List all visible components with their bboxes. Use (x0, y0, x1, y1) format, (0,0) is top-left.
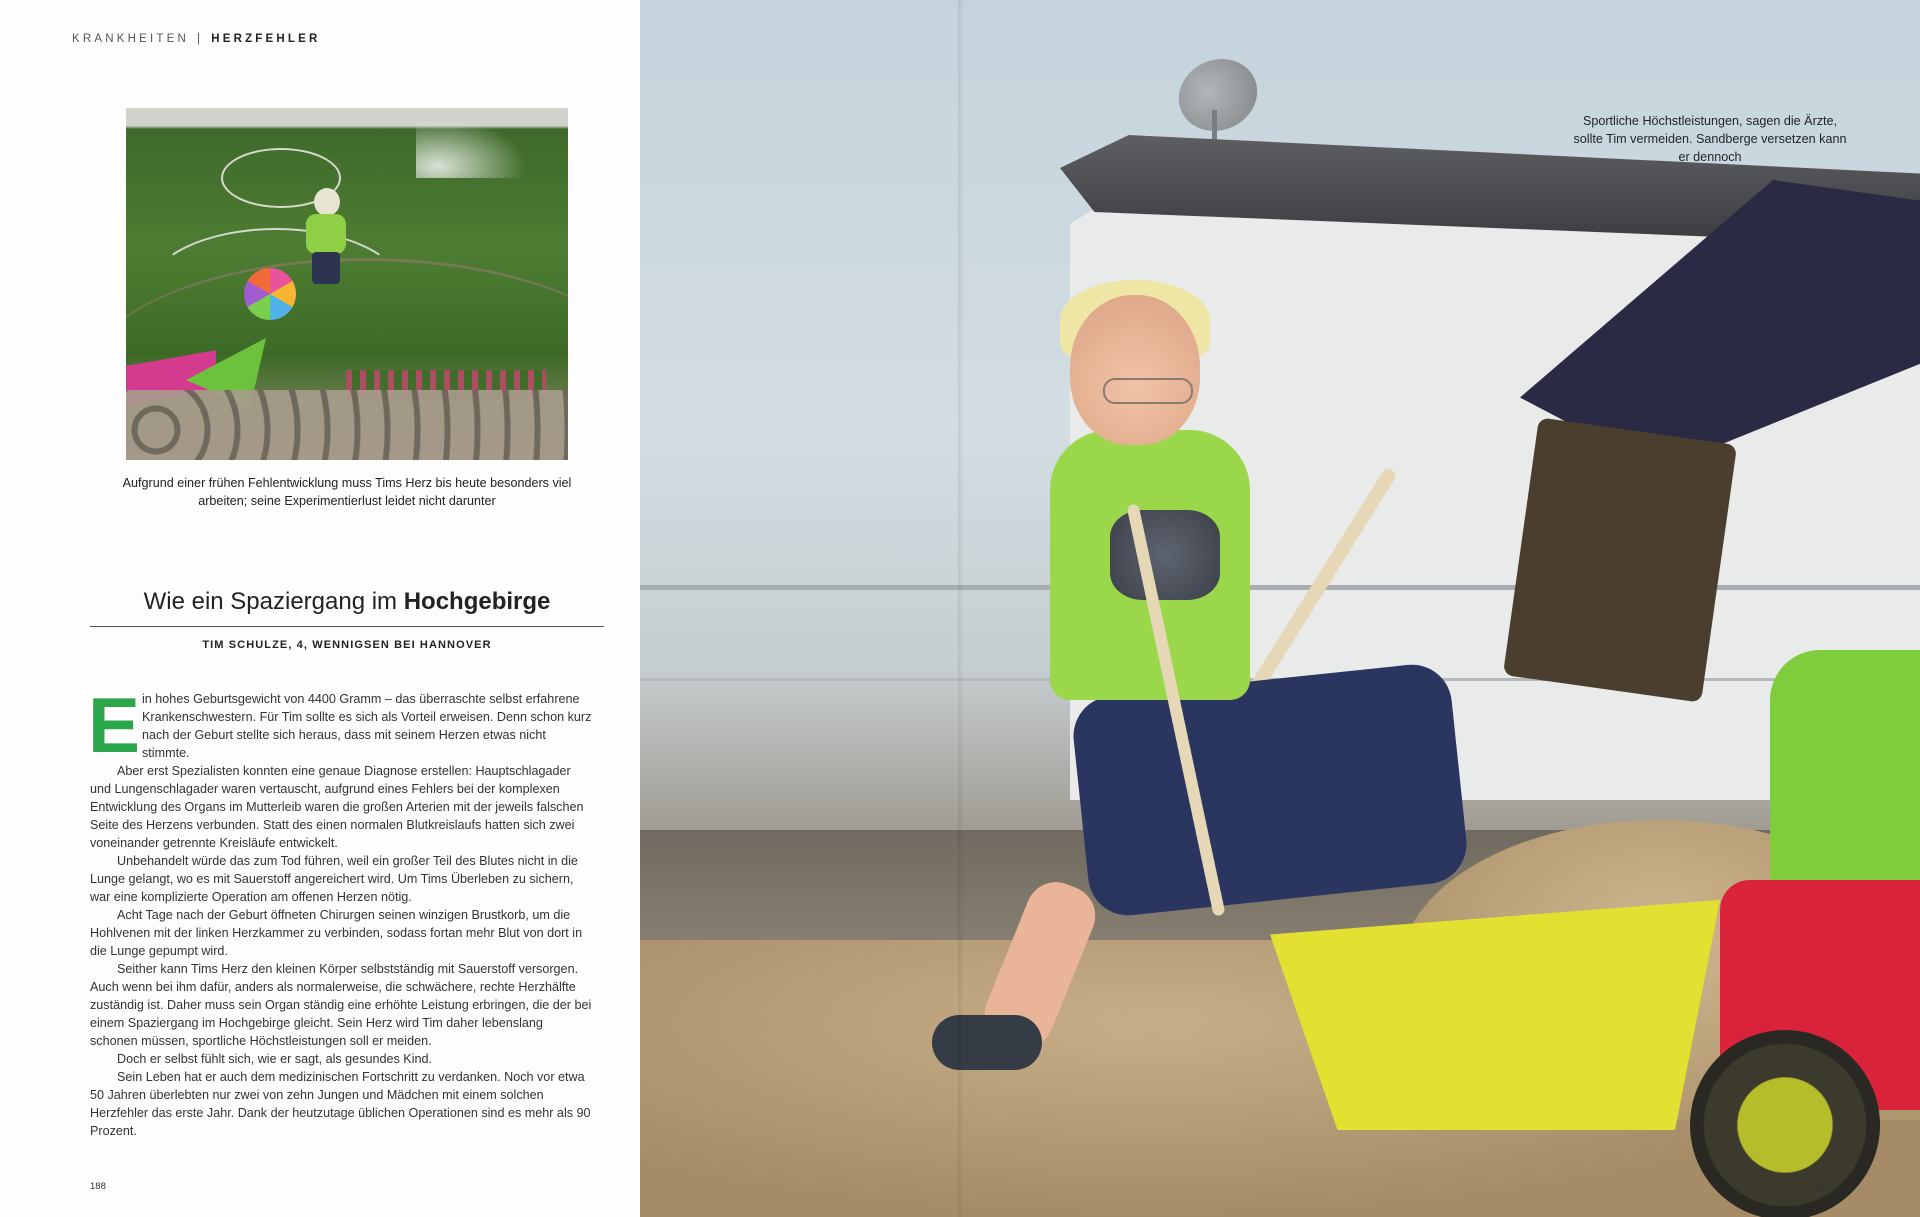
article-body (88, 681, 594, 1140)
boy-head (314, 188, 340, 216)
satellite-dish (1167, 46, 1269, 143)
running-head-section: KRANKHEITEN (72, 33, 189, 45)
photo-boy-watering-lawn (126, 108, 568, 460)
right-photo-caption: Sportliche Höchstleistungen, sagen die Ärzte, sollte Tim vermeiden. Sandberge versetzen kann er dennoch (1573, 114, 1847, 164)
boy-shirt (306, 214, 346, 254)
article-paragraph-text: in hohes Geburtsgewicht von 4400 Gramm – das überraschte selbst erfahrene Krankenschwestern. Für Tim sollte es sich als Vorteil erweisen. Denn schon kurz nach der Geburt stellte sich heraus, dass mit seinem Herzen etwas nicht stimmte. (142, 692, 592, 760)
headline-rule (90, 626, 604, 627)
article-paragraph: Seither kann Tims Herz den kleinen Körper selbstständig mit Sauerstoff versorgen. Auch wenn bei ihm dafür, anders als normalerweise, die schwächere, rechte Herzhälfte zuständig ist. Daher muss sein Organ ständig eine erhöhte Leistung erbringen, die der bei einem Spaziergang im Hochgebirge gleicht. Sein Herz wird Tim daher lebenslang schonen müssen, sportliche Höchstleistungen soll er meiden. (90, 962, 592, 1048)
article-byline: TIM SCHULZE, 4, WENNIGSEN BEI HANNOVER (202, 639, 492, 651)
page-number-left: 188 (90, 1181, 106, 1192)
headline-bold: Hochgebirge (403, 588, 551, 615)
running-head-topic: HERZFEHLER (211, 33, 321, 45)
article-paragraph: Unbehandelt würde das zum Tod führen, weil ein großer Teil des Blutes nicht in die Lunge gelangt, wo es mit Sauerstoff angereichert wird. Um Tims Überleben zu sichern, war eine komplizierte Operation am offenen Herzen nötig. (90, 854, 578, 904)
page-gutter (958, 0, 964, 1217)
dropcap: E (88, 681, 141, 769)
digger-bucket (1503, 417, 1737, 702)
boy-shoe (932, 1015, 1042, 1070)
article-paragraph: Aber erst Spezialisten konnten eine genaue Diagnose erstellen: Hauptschlagader und Lungenschlagader waren vertauscht, aufgrund eines Fehlers bei der komplexen Entwicklung des Organs im Mutterleib waren die großen Arterien mit der jeweils falschen Seite des Herzens verbunden. Statt des einen normalen Blutkreislaufs hatten sich zwei voneinander getrennte Kreisläufe entwickelt. (90, 764, 584, 850)
balcony-railing (640, 585, 1920, 590)
boy-glasses (1103, 378, 1193, 404)
article-paragraph: Doch er selbst fühlt sich, wie er sagt, als gesundes Kind. (117, 1052, 433, 1066)
stone-border (126, 390, 568, 460)
headline-regular: Wie ein Spaziergang im (143, 588, 404, 615)
toy-truck-green (1770, 650, 1920, 910)
left-page (0, 0, 640, 1217)
toy-truck-yellow (1270, 900, 1720, 1130)
article-paragraph (88, 681, 594, 769)
running-head (72, 33, 321, 45)
page-number-right: 189 (1814, 1181, 1830, 1192)
boy-face (1070, 295, 1200, 445)
water-spray (416, 118, 526, 178)
toy-truck-wheel (1690, 1030, 1880, 1217)
left-photo-caption: Aufgrund einer frühen Fehlentwicklung muss Tims Herz bis heute besonders viel arbeiten; seine Experimentierlust leidet nicht darunter (122, 476, 572, 508)
article-paragraph: Sein Leben hat er auch dem medizinischen Fortschritt zu verdanken. Noch vor etwa 50 Jahren überlebten nur zwei von zehn Jungen und Mädchen mit einem solchen Herzfehler das erste Jahr. Dank der heutzutage üblichen Operationen sind es mehr als 90 Prozent. (90, 1070, 591, 1138)
shirt-print (1110, 510, 1220, 600)
pinwheel (244, 268, 296, 320)
running-head-separator: | (197, 33, 204, 45)
boy-legs (312, 252, 340, 284)
photo-boy-sandbox (640, 0, 1920, 1217)
article-paragraph: Acht Tage nach der Geburt öffneten Chirurgen seinen winzigen Brustkorb, um die Hohlvenen mit der linken Herzkammer zu verbinden, sodass fortan mehr Blut von dort in die Lunge gepumpt wird. (90, 908, 583, 958)
article-headline (90, 588, 604, 616)
